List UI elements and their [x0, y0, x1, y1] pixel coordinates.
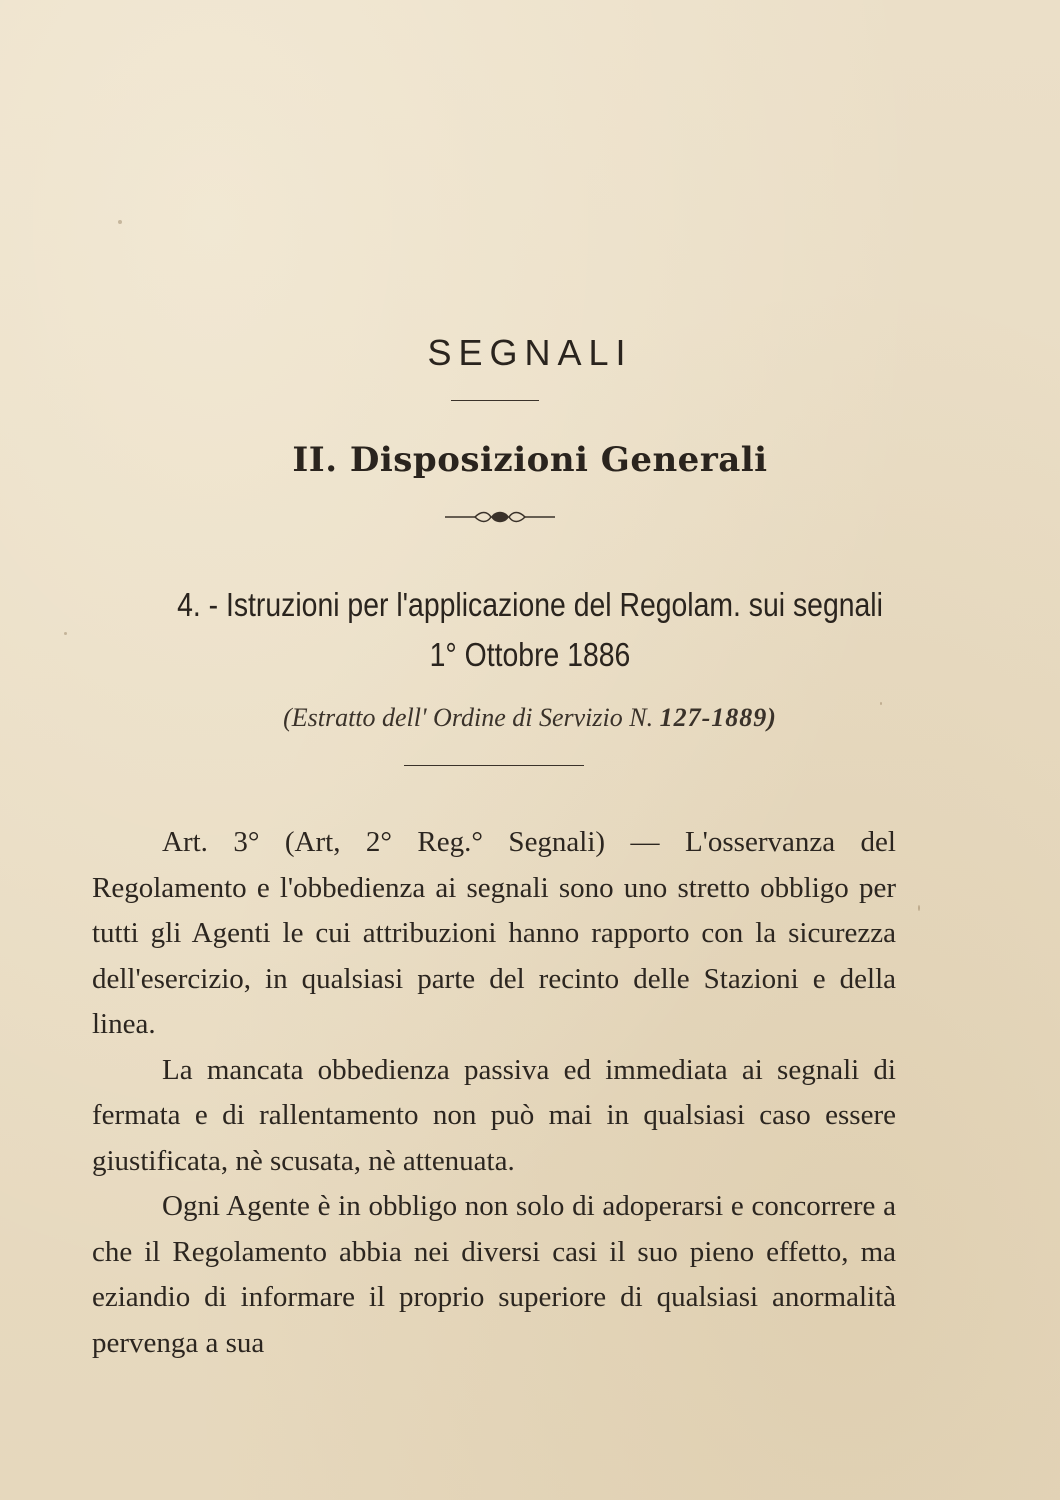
- title-divider: [451, 400, 539, 401]
- paper-speck: [880, 702, 882, 705]
- paper-speck: [118, 220, 122, 224]
- paragraph: Art. 3° (Art, 2° Reg.° Segnali) — L'osservanza del Regolamento e l'obbedienza ai segnali sono uno stretto obbligo per tutti gli Agenti le cui attribuzioni hanno rapporto con la sicurezza dell'esercizio, in qualsiasi parte del recinto delle Stazioni e della linea.: [92, 826, 896, 1040]
- extract-reference: [0, 703, 1060, 733]
- paper-speck: [918, 905, 920, 911]
- ornament-divider: [445, 505, 555, 529]
- heading-line-1: 4. - Istruzioni per l'applicazione del Regolam. sui segnali: [177, 586, 883, 623]
- section-subtitle: II. Disposizioni Generali: [292, 440, 768, 480]
- heading-divider: [404, 765, 584, 766]
- body-text: [92, 820, 896, 1366]
- article-heading: [74, 580, 986, 680]
- section-title: SEGNALI: [427, 332, 633, 373]
- heading-line-2: 1° Ottobre 1886: [429, 636, 631, 673]
- paper-speck: [64, 632, 67, 635]
- extract-number: 127-1889): [659, 703, 777, 732]
- paragraph: Ogni Agente è in obbligo non solo di adoperarsi e concorrere a che il Regolamento abbia nei diversi casi il suo pieno effetto, ma eziandio di informare il proprio superiore di qualsiasi anormalità pervenga a sua: [92, 1190, 896, 1359]
- paragraph: La mancata obbedienza passiva ed immediata ai segnali di fermata e di rallentamento non può mai in qualsiasi caso essere giustificata, nè scusata, nè attenuata.: [92, 1053, 896, 1177]
- extract-text: (Estratto dell' Ordine di Servizio N.: [283, 703, 654, 732]
